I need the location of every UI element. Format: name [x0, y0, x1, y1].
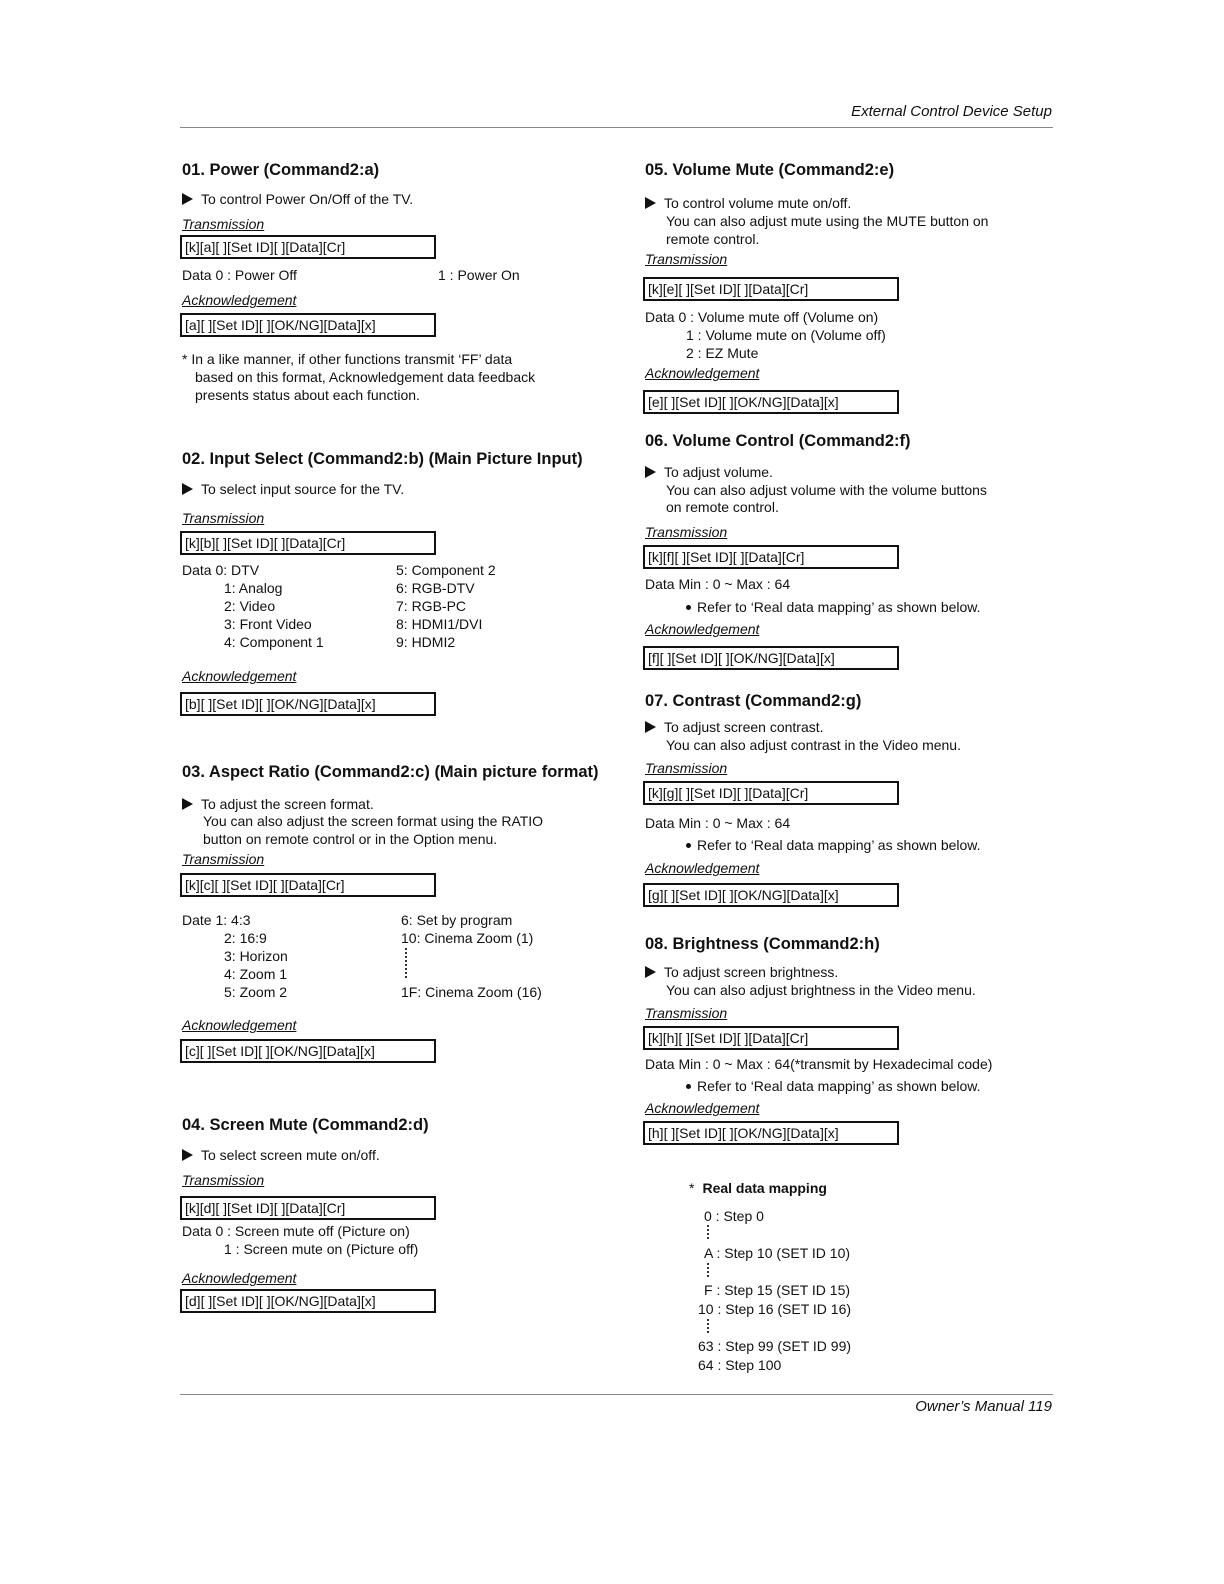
page-footer: Owner’s Manual 119: [915, 1398, 1052, 1415]
note-line: based on this format, Acknowledgement data feedback: [195, 369, 536, 385]
transmission-label: Transmission: [645, 760, 728, 776]
data-line: Data 0 : Power Off: [182, 267, 297, 283]
mapping-row: A : Step 10 (SET ID 10): [704, 1245, 851, 1261]
data-line: 2 : EZ Mute: [686, 345, 759, 361]
acknowledgement-label: Acknowledgement: [182, 1017, 297, 1033]
section-04-title: 04. Screen Mute (Command2:d): [182, 1116, 429, 1134]
data-line: 1F: Cinema Zoom (16): [401, 984, 542, 1000]
data-line: Data Min : 0 ~ Max : 64(*transmit by Hexadecimal code): [645, 1056, 993, 1072]
data-line: 8: HDMI1/DVI: [396, 616, 483, 632]
transmission-box: [k][d][ ][Set ID][ ][Data][Cr]: [180, 1196, 436, 1220]
data-line: Data Min : 0 ~ Max : 64: [645, 576, 791, 592]
transmission-label: Transmission: [182, 851, 265, 867]
data-line: 1 : Volume mute on (Volume off): [686, 327, 886, 343]
ellipsis-dots: [707, 1263, 711, 1277]
ellipsis-dots: [707, 1319, 711, 1333]
transmission-box: [k][f][ ][Set ID][ ][Data][Cr]: [643, 545, 899, 569]
note-line: * In a like manner, if other functions transmit ‘FF’ data: [182, 351, 513, 367]
section-02-title: 02. Input Select (Command2:b) (Main Picture Input): [182, 450, 583, 468]
description-line: You can also adjust contrast in the Video menu.: [666, 737, 961, 753]
mapping-row: 10 : Step 16 (SET ID 16): [698, 1301, 852, 1317]
data-line: 3: Front Video: [224, 616, 312, 632]
bullet-dot-icon: [686, 605, 691, 610]
mapping-row: 64 : Step 100: [698, 1357, 782, 1373]
description-line: remote control.: [666, 231, 760, 247]
data-line: 2: 16:9: [224, 930, 267, 946]
section-03-title: 03. Aspect Ratio (Command2:c) (Main picture format): [182, 763, 599, 781]
data-line: 7: RGB-PC: [396, 598, 467, 614]
section-08-bullet: To adjust screen brightness.: [645, 963, 838, 981]
triangle-bullet-icon: [645, 966, 656, 978]
data-line: Date 1: 4:3: [182, 912, 251, 928]
triangle-bullet-icon: [645, 721, 656, 733]
data-line: 4: Component 1: [224, 634, 324, 650]
mapping-row: 63 : Step 99 (SET ID 99): [698, 1338, 852, 1354]
section-04-bullet: To select screen mute on/off.: [182, 1146, 380, 1164]
data-line: 2: Video: [224, 598, 276, 614]
section-02-bullet: To select input source for the TV.: [182, 480, 404, 498]
description-line: You can also adjust brightness in the Video menu.: [666, 982, 976, 998]
note-line: presents status about each function.: [195, 387, 420, 403]
data-line: 10: Cinema Zoom (1): [401, 930, 534, 946]
description-line: You can also adjust volume with the volume buttons: [666, 482, 987, 498]
acknowledgement-label: Acknowledgement: [182, 292, 297, 308]
acknowledgement-label: Acknowledgement: [645, 365, 760, 381]
data-line: 1: Analog: [224, 580, 283, 596]
data-line: 6: RGB-DTV: [396, 580, 475, 596]
section-07-title: 07. Contrast (Command2:g): [645, 692, 862, 710]
data-line: Data 0 : Volume mute off (Volume on): [645, 309, 879, 325]
acknowledgement-box: [a][ ][Set ID][ ][OK/NG][Data][x]: [180, 313, 436, 337]
section-01-title: 01. Power (Command2:a): [182, 161, 380, 179]
acknowledgement-box: [c][ ][Set ID][ ][OK/NG][Data][x]: [180, 1039, 436, 1063]
transmission-box: [k][c][ ][Set ID][ ][Data][Cr]: [180, 873, 436, 897]
data-line: 6: Set by program: [401, 912, 513, 928]
page-header: External Control Device Setup: [851, 103, 1052, 120]
refer-line: Refer to ‘Real data mapping’ as shown below.: [686, 598, 981, 616]
transmission-box: [k][b][ ][Set ID][ ][Data][Cr]: [180, 531, 436, 555]
data-line: Data 0: DTV: [182, 562, 260, 578]
data-line: 1 : Power On: [438, 267, 520, 283]
transmission-label: Transmission: [645, 1005, 728, 1021]
description-line: You can also adjust the screen format using the RATIO: [203, 813, 544, 829]
acknowledgement-box: [e][ ][Set ID][ ][OK/NG][Data][x]: [643, 390, 899, 414]
refer-line: Refer to ‘Real data mapping’ as shown below.: [686, 836, 981, 854]
acknowledgement-label: Acknowledgement: [182, 1270, 297, 1286]
transmission-label: Transmission: [645, 251, 728, 267]
data-line: 3: Horizon: [224, 948, 288, 964]
ellipsis-dots: [707, 1225, 711, 1239]
transmission-label: Transmission: [182, 510, 265, 526]
transmission-box: [k][a][ ][Set ID][ ][Data][Cr]: [180, 235, 436, 259]
section-05-title: 05. Volume Mute (Command2:e): [645, 161, 895, 179]
section-07-bullet: To adjust screen contrast.: [645, 718, 824, 736]
transmission-box: [k][g][ ][Set ID][ ][Data][Cr]: [643, 781, 899, 805]
transmission-label: Transmission: [645, 524, 728, 540]
acknowledgement-label: Acknowledgement: [645, 621, 760, 637]
acknowledgement-box: [f][ ][Set ID][ ][OK/NG][Data][x]: [643, 646, 899, 670]
section-01-bullet: To control Power On/Off of the TV.: [182, 190, 413, 208]
acknowledgement-label: Acknowledgement: [645, 860, 760, 876]
description-line: on remote control.: [666, 499, 779, 515]
section-03-bullet: To adjust the screen format.: [182, 795, 374, 813]
data-line: 1 : Screen mute on (Picture off): [224, 1241, 419, 1257]
transmission-label: Transmission: [182, 1172, 265, 1188]
data-line: 4: Zoom 1: [224, 966, 288, 982]
acknowledgement-box: [d][ ][Set ID][ ][OK/NG][Data][x]: [180, 1289, 436, 1313]
data-line: Data Min : 0 ~ Max : 64: [645, 815, 791, 831]
mapping-row: 0 : Step 0: [704, 1208, 764, 1224]
acknowledgement-box: [g][ ][Set ID][ ][OK/NG][Data][x]: [643, 883, 899, 907]
triangle-bullet-icon: [645, 466, 656, 478]
bullet-dot-icon: [686, 843, 691, 848]
section-06-bullet: To adjust volume.: [645, 463, 773, 481]
description-line: button on remote control or in the Option menu.: [203, 831, 498, 847]
bullet-dot-icon: [686, 1084, 691, 1089]
triangle-bullet-icon: [645, 197, 656, 209]
section-06-title: 06. Volume Control (Command2:f): [645, 432, 911, 450]
acknowledgement-box: [b][ ][Set ID][ ][OK/NG][Data][x]: [180, 692, 436, 716]
acknowledgement-label: Acknowledgement: [182, 668, 297, 684]
refer-line: Refer to ‘Real data mapping’ as shown below.: [686, 1077, 981, 1095]
mapping-row: F : Step 15 (SET ID 15): [704, 1282, 851, 1298]
acknowledgement-label: Acknowledgement: [645, 1100, 760, 1116]
transmission-label: Transmission: [182, 216, 265, 232]
data-line: 9: HDMI2: [396, 634, 456, 650]
section-05-bullet: To control volume mute on/off.: [645, 194, 851, 212]
transmission-box: [k][e][ ][Set ID][ ][Data][Cr]: [643, 277, 899, 301]
acknowledgement-box: [h][ ][Set ID][ ][OK/NG][Data][x]: [643, 1121, 899, 1145]
transmission-box: [k][h][ ][Set ID][ ][Data][Cr]: [643, 1026, 899, 1050]
data-line: 5: Component 2: [396, 562, 496, 578]
section-08-title: 08. Brightness (Command2:h): [645, 935, 880, 953]
mapping-title: * Real data mapping: [689, 1180, 827, 1196]
description-line: You can also adjust mute using the MUTE button on: [666, 213, 989, 229]
data-line: 5: Zoom 2: [224, 984, 288, 1000]
data-line: Data 0 : Screen mute off (Picture on): [182, 1223, 410, 1239]
